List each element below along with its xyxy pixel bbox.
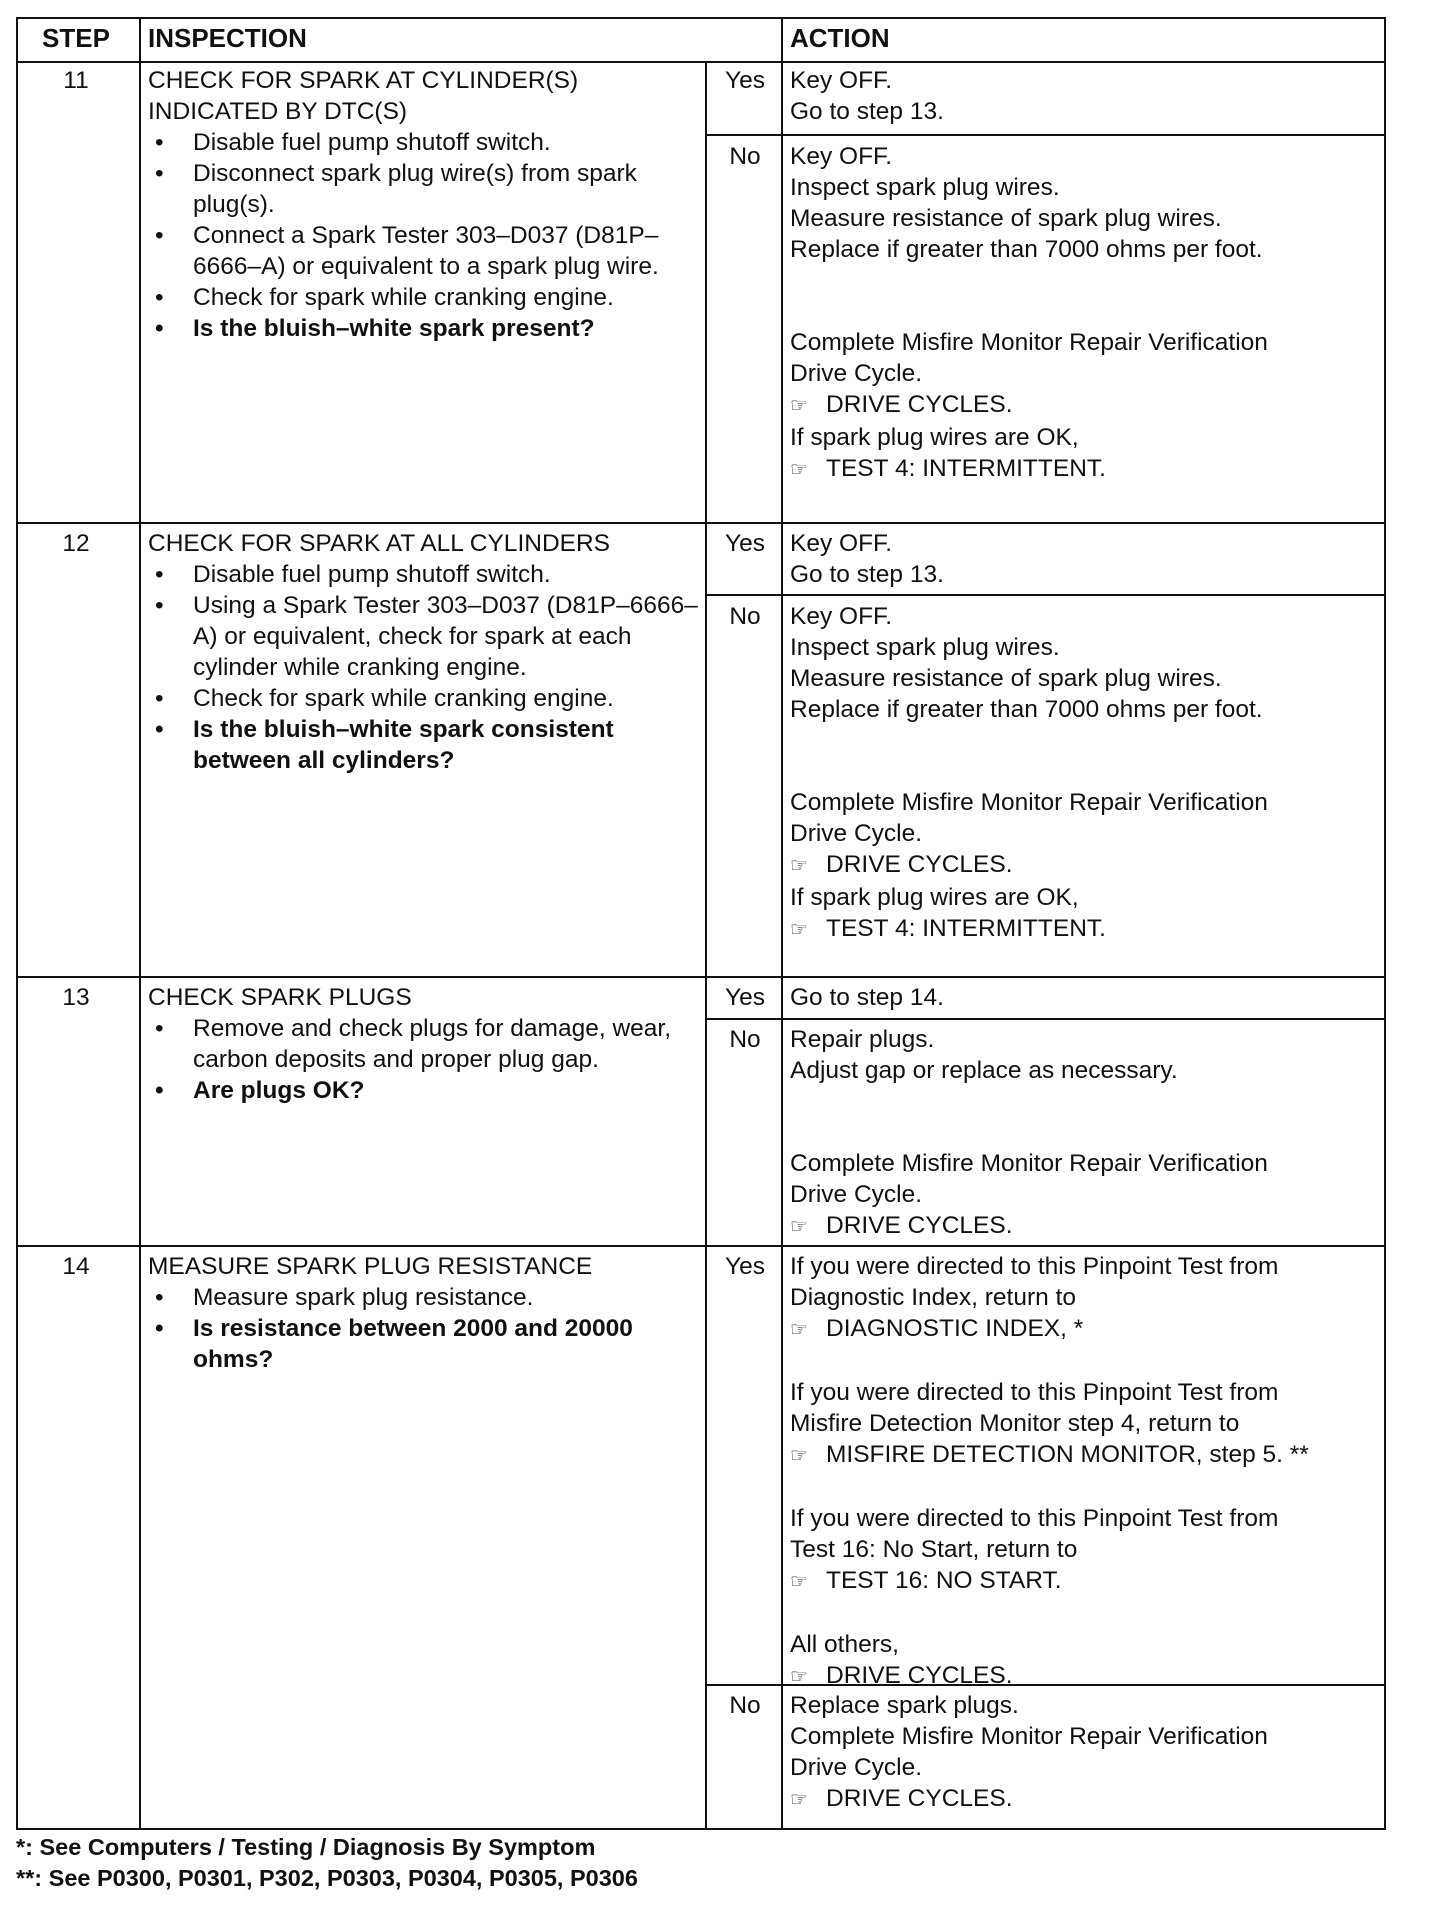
no-action: Key OFF. Inspect spark plug wires. Measure resistance of spark plug wires. Replace if greater than 7000 ohms per foot. Complete Misfire Monitor Repair Verification Drive Cycle. ☞ DRIVE CYCLES. If spark plug wires are OK, ☞ TEST 4: INTERMITTENT. bbox=[790, 141, 1380, 486]
row-divider-11-12 bbox=[18, 522, 1384, 524]
no-action: Replace spark plugs. Complete Misfire Monitor Repair Verification Drive Cycle. ☞ DRIVE CYCLES. bbox=[790, 1690, 1380, 1816]
pointing-hand-icon: ☞ bbox=[790, 1319, 808, 1341]
reference-link[interactable]: DIAGNOSTIC INDEX, * bbox=[826, 1315, 1084, 1342]
reference-link[interactable]: DRIVE CYCLES. bbox=[826, 1785, 1013, 1812]
reference-link[interactable]: TEST 16: NO START. bbox=[826, 1567, 1062, 1594]
yes-action: If you were directed to this Pinpoint Test from Diagnostic Index, return to ☞ DIAGNOSTIC INDEX, * If you were directed to this Pinpoint Test from Misfire Detection Monitor step 4, return to ☞ MISFIRE DETECTION MONITOR, step 5. ** If you were directed to this Pinpoint Test from Test 16: No Start, return to ☞ TEST 16: NO START. All others, ☞ DRIVE CYCLES. bbox=[790, 1251, 1380, 1693]
inspection-question: • Is the bluish–white spark consistent between all cylinders? bbox=[148, 714, 698, 776]
step-title: MEASURE SPARK PLUG RESISTANCE bbox=[148, 1253, 593, 1280]
footnote: *: See Computers / Testing / Diagnosis By Symptom bbox=[16, 1834, 596, 1860]
bullet-item: • Disable fuel pump shutoff switch. bbox=[148, 127, 698, 158]
step-12-inspection bbox=[148, 528, 698, 776]
reference-link[interactable]: DRIVE CYCLES. bbox=[826, 1662, 1013, 1689]
yes-label: Yes bbox=[725, 67, 765, 94]
step-title: CHECK FOR SPARK AT CYLINDER(S) bbox=[148, 67, 579, 94]
inspection-bullets bbox=[148, 559, 698, 776]
row-divider-12-13 bbox=[18, 976, 1384, 978]
step-number: 14 bbox=[62, 1253, 90, 1280]
step-14-inspection bbox=[148, 1251, 698, 1375]
no-label: No bbox=[729, 1026, 761, 1053]
no-label: No bbox=[729, 603, 761, 630]
col-divider-action bbox=[781, 19, 783, 1828]
bullet-item: • Check for spark while cranking engine. bbox=[148, 683, 698, 714]
no-label: No bbox=[729, 143, 761, 170]
yes-action: Key OFF. Go to step 13. bbox=[790, 530, 944, 588]
header-inspection: INSPECTION bbox=[148, 23, 307, 53]
no-action: Repair plugs. Adjust gap or replace as necessary. Complete Misfire Monitor Repair Verification Drive Cycle. ☞ DRIVE CYCLES. bbox=[790, 1024, 1380, 1243]
no-action: Key OFF. Inspect spark plug wires. Measure resistance of spark plug wires. Replace if greater than 7000 ohms per foot. Complete Misfire Monitor Repair Verification Drive Cycle. ☞ DRIVE CYCLES. If spark plug wires are OK, ☞ TEST 4: INTERMITTENT. bbox=[790, 601, 1380, 946]
step-number: 11 bbox=[63, 67, 89, 94]
reference-link[interactable]: TEST 4: INTERMITTENT. bbox=[826, 455, 1106, 482]
footnotes bbox=[16, 1832, 638, 1894]
row-divider-13-yesno bbox=[705, 1018, 1384, 1020]
pointing-hand-icon: ☞ bbox=[790, 1571, 808, 1593]
inspection-bullets bbox=[148, 1282, 698, 1375]
step-11-inspection bbox=[148, 65, 698, 344]
col-divider-step bbox=[139, 19, 141, 1828]
col-divider-yesno bbox=[705, 61, 707, 1828]
bullet-item: • Connect a Spark Tester 303–D037 (D81P–6666–A) or equivalent to a spark plug wire. bbox=[148, 220, 698, 282]
reference-link[interactable]: DRIVE CYCLES. bbox=[826, 1212, 1013, 1239]
row-divider-12-yesno bbox=[705, 594, 1384, 596]
step-number: 12 bbox=[62, 530, 90, 557]
inspection-question: • Is the bluish–white spark present? bbox=[148, 313, 698, 344]
step-title: CHECK SPARK PLUGS bbox=[148, 984, 412, 1011]
yes-label: Yes bbox=[725, 1253, 765, 1280]
reference-link[interactable]: DRIVE CYCLES. bbox=[826, 391, 1013, 418]
inspection-bullets bbox=[148, 1013, 698, 1106]
pointing-hand-icon: ☞ bbox=[790, 1445, 808, 1467]
inspection-bullets bbox=[148, 127, 698, 344]
step-13-inspection bbox=[148, 982, 698, 1106]
reference-link[interactable]: TEST 4: INTERMITTENT. bbox=[826, 915, 1106, 942]
yes-label: Yes bbox=[725, 530, 765, 557]
pointing-hand-icon: ☞ bbox=[790, 1789, 808, 1811]
header-step: STEP bbox=[42, 23, 110, 53]
bullet-item: • Remove and check plugs for damage, wear, carbon deposits and proper plug gap. bbox=[148, 1013, 698, 1075]
bullet-item: • Check for spark while cranking engine. bbox=[148, 282, 698, 313]
pointing-hand-icon: ☞ bbox=[790, 855, 808, 877]
inspection-question: • Are plugs OK? bbox=[148, 1075, 698, 1106]
bullet-item: • Disconnect spark plug wire(s) from spark plug(s). bbox=[148, 158, 698, 220]
row-divider-11-yesno bbox=[705, 134, 1384, 136]
step-number: 13 bbox=[62, 984, 90, 1011]
step-title: CHECK FOR SPARK AT ALL CYLINDERS bbox=[148, 530, 611, 557]
yes-action: Go to step 14. bbox=[790, 984, 944, 1011]
row-divider-13-14 bbox=[18, 1245, 1384, 1247]
bullet-item: • Measure spark plug resistance. bbox=[148, 1282, 698, 1313]
pointing-hand-icon: ☞ bbox=[790, 459, 808, 481]
bullet-item: • Using a Spark Tester 303–D037 (D81P–6666–A) or equivalent, check for spark at each cylinder while cranking engine. bbox=[148, 590, 698, 683]
inspection-question: • Is resistance between 2000 and 20000 ohms? bbox=[148, 1313, 698, 1375]
header-row-divider bbox=[18, 61, 1384, 63]
step-title: INDICATED BY DTC(S) bbox=[148, 98, 408, 125]
pointing-hand-icon: ☞ bbox=[790, 919, 808, 941]
footnote: **: See P0300, P0301, P302, P0303, P0304, P0305, P0306 bbox=[16, 1865, 638, 1891]
reference-link[interactable]: DRIVE CYCLES. bbox=[826, 851, 1013, 878]
pointing-hand-icon: ☞ bbox=[790, 1666, 808, 1688]
bullet-item: • Disable fuel pump shutoff switch. bbox=[148, 559, 698, 590]
yes-label: Yes bbox=[725, 984, 765, 1011]
inspection-table bbox=[16, 17, 1386, 1830]
reference-link[interactable]: MISFIRE DETECTION MONITOR, step 5. ** bbox=[826, 1441, 1309, 1468]
no-label: No bbox=[729, 1692, 761, 1719]
yes-action: Key OFF. Go to step 13. bbox=[790, 67, 944, 125]
pointing-hand-icon: ☞ bbox=[790, 395, 808, 417]
pointing-hand-icon: ☞ bbox=[790, 1216, 808, 1238]
header-action: ACTION bbox=[790, 23, 890, 53]
